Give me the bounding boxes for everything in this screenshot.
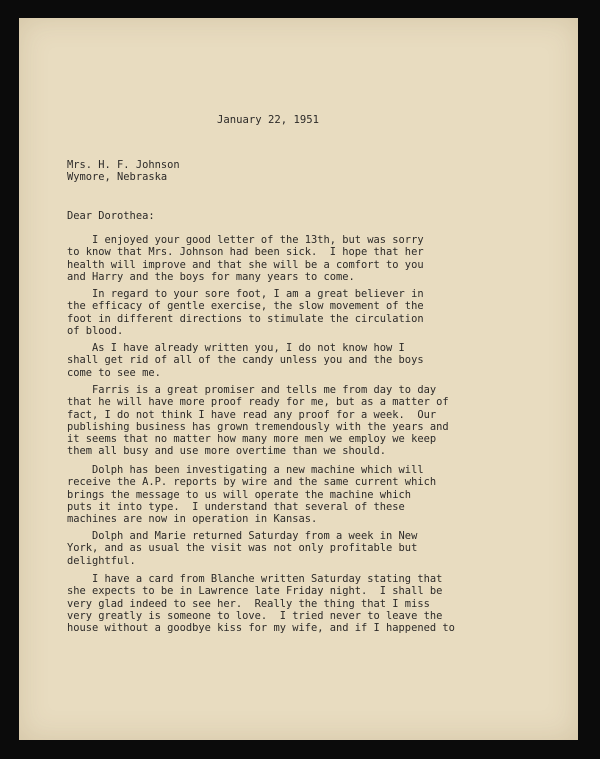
- paragraph-3: [67, 342, 424, 379]
- text-line: As I have already written you, I do not know how I: [67, 342, 405, 354]
- text-line: the efficacy of gentle exercise, the slow movement of the: [67, 300, 424, 313]
- text-line: Dolph has been investigating a new machine which will: [67, 464, 424, 476]
- text-line: delightful.: [67, 554, 136, 567]
- text-line: them all busy and use more overtime than we should.: [67, 445, 387, 458]
- paragraph-4: [67, 384, 449, 458]
- text-line: health will improve and that she will be a comfort to you: [67, 258, 424, 271]
- paragraph-7: [67, 573, 455, 634]
- text-line: receive the A.P. reports by wire and the same current which: [67, 476, 437, 489]
- salutation: Dear Dorothea:: [67, 210, 155, 222]
- text-line: brings the message to us will operate the machine which: [67, 488, 412, 501]
- text-line: and Harry and the boys for many years to come.: [67, 270, 355, 283]
- paragraph-1: [67, 234, 424, 283]
- text-line: of blood.: [67, 324, 124, 337]
- text-line: fact, I do not think I have read any proof for a week. Our: [67, 408, 437, 421]
- text-line: I enjoyed your good letter of the 13th, but was sorry: [67, 234, 424, 246]
- text-line: publishing business has grown tremendously with the years and: [67, 420, 449, 433]
- text-line: very glad indeed to see her. Really the thing that I miss: [67, 597, 430, 610]
- paragraph-6: [67, 530, 417, 567]
- paragraph-5: [67, 464, 436, 525]
- text-line: it seems that no matter how many more men we employ we keep: [67, 433, 437, 446]
- text-line: machines are now in operation in Kansas.: [67, 513, 318, 526]
- text-line: very greatly is someone to love. I tried never to leave the: [67, 609, 443, 622]
- text-line: house without a goodbye kiss for my wife, and if I happened to: [67, 622, 455, 635]
- text-line: foot in different directions to stimulate the circulation: [67, 312, 424, 325]
- text-line: Dolph and Marie returned Saturday from a week in New: [67, 530, 418, 542]
- text-line: York, and as usual the visit was not only profitable but: [67, 542, 418, 555]
- text-line: In regard to your sore foot, I am a great believer in: [67, 288, 424, 300]
- text-line: Farris is a great promiser and tells me from day to day: [67, 384, 437, 396]
- text-line: come to see me.: [67, 366, 161, 379]
- text-line: to know that Mrs. Johnson had been sick. I hope that her: [67, 246, 424, 259]
- text-line: that he will have more proof ready for me, but as a matter of: [67, 396, 449, 409]
- text-line: I have a card from Blanche written Saturday stating that: [67, 573, 443, 585]
- text-line: puts it into type. I understand that several of these: [67, 500, 405, 513]
- address-line: Mrs. H. F. Johnson: [67, 159, 180, 171]
- text-line: shall get rid of all of the candy unless you and the boys: [67, 354, 424, 367]
- letter-date: January 22, 1951: [217, 114, 320, 126]
- address-line: Wymore, Nebraska: [67, 171, 168, 184]
- text-line: she expects to be in Lawrence late Friday night. I shall be: [67, 585, 443, 598]
- recipient-address: [67, 159, 180, 184]
- paragraph-2: [67, 288, 424, 337]
